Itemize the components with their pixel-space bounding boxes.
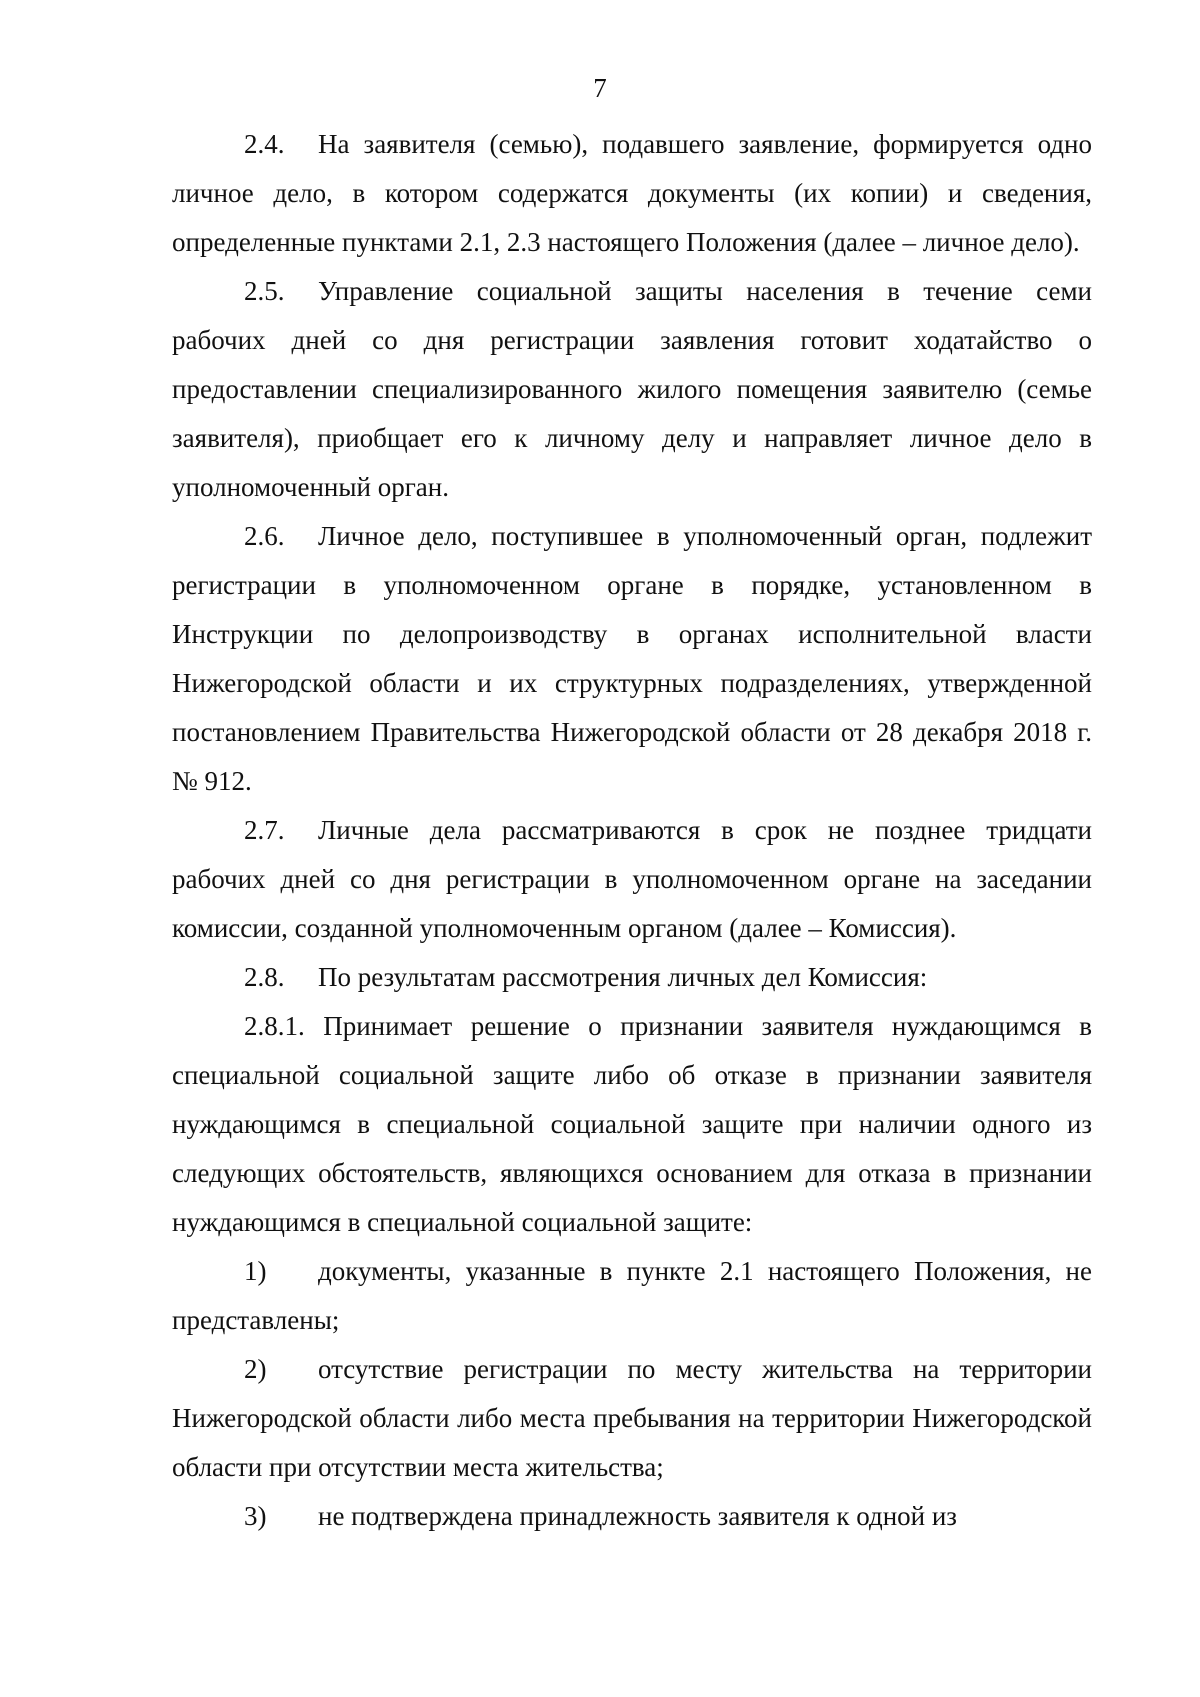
paragraph-2-6 (172, 512, 1092, 806)
paragraph-2-4 (172, 120, 1092, 267)
paragraph-text: Личное дело, поступившее в уполномоченный орган, подлежит регистрации в уполномоченном органе в порядке, установленном в Инструкции по делопроизводству в органах исполнительной власти Нижегородской области и их структурных подразделениях, утвержденной постановлением Правительства Нижегородской области от 28 декабря 2018 г. № 912. (172, 521, 1092, 796)
paragraph-2-7 (172, 806, 1092, 953)
list-item-text: отсутствие регистрации по месту жительства на территории Нижегородской области либо места пребывания на территории Нижегородской области при отсутствии места жительства; (172, 1354, 1092, 1482)
paragraph-number: 2.8.1. (244, 1011, 305, 1041)
paragraph-number: 2.5. (244, 276, 285, 306)
paragraph-text: По результатам рассмотрения личных дел Комиссия: (318, 962, 928, 992)
paragraph-number: 2.8. (244, 962, 285, 992)
list-item-number: 3) (244, 1501, 267, 1531)
paragraph-text: Управление социальной защиты населения в течение семи рабочих дней со дня регистрации заявления готовит ходатайство о предоставлении специализированного жилого помещения заявителю (семье заявителя), приобщает его к личному делу и направляет личное дело в уполномоченный орган. (172, 276, 1092, 502)
list-item-3 (172, 1492, 1092, 1541)
list-item-text: документы, указанные в пункте 2.1 настоящего Положения, не представлены; (172, 1256, 1092, 1335)
list-item-text: не подтверждена принадлежность заявителя к одной из (318, 1501, 957, 1531)
document-body (172, 120, 1092, 1541)
list-item-number: 1) (244, 1256, 267, 1286)
paragraph-text: Принимает решение о признании заявителя нуждающимся в специальной социальной защите либо об отказе в признании заявителя нуждающимся в специальной социальной защите при наличии одного из следующих обстоятельств, являющихся основанием для отказа в признании нуждающимся в специальной социальной защите: (172, 1011, 1093, 1237)
page-number: 7 (593, 73, 607, 103)
paragraph-text: Личные дела рассматриваются в срок не позднее тридцати рабочих дней со дня регистрации в уполномоченном органе на заседании комиссии, созданной уполномоченным органом (далее – Комиссия). (172, 815, 1092, 943)
paragraph-number: 2.7. (244, 815, 285, 845)
list-item-1 (172, 1247, 1092, 1345)
paragraph-2-5 (172, 267, 1092, 512)
list-item-2 (172, 1345, 1092, 1492)
list-item-number: 2) (244, 1354, 267, 1384)
paragraph-2-8-1 (172, 1002, 1092, 1247)
paragraph-2-8 (172, 953, 1092, 1002)
paragraph-number: 2.6. (244, 521, 285, 551)
paragraph-number: 2.4. (244, 129, 285, 159)
paragraph-text: На заявителя (семью), подавшего заявление, формируется одно личное дело, в котором содержатся документы (их копии) и сведения, определенные пунктами 2.1, 2.3 настоящего Положения (далее – личное дело). (172, 129, 1092, 257)
